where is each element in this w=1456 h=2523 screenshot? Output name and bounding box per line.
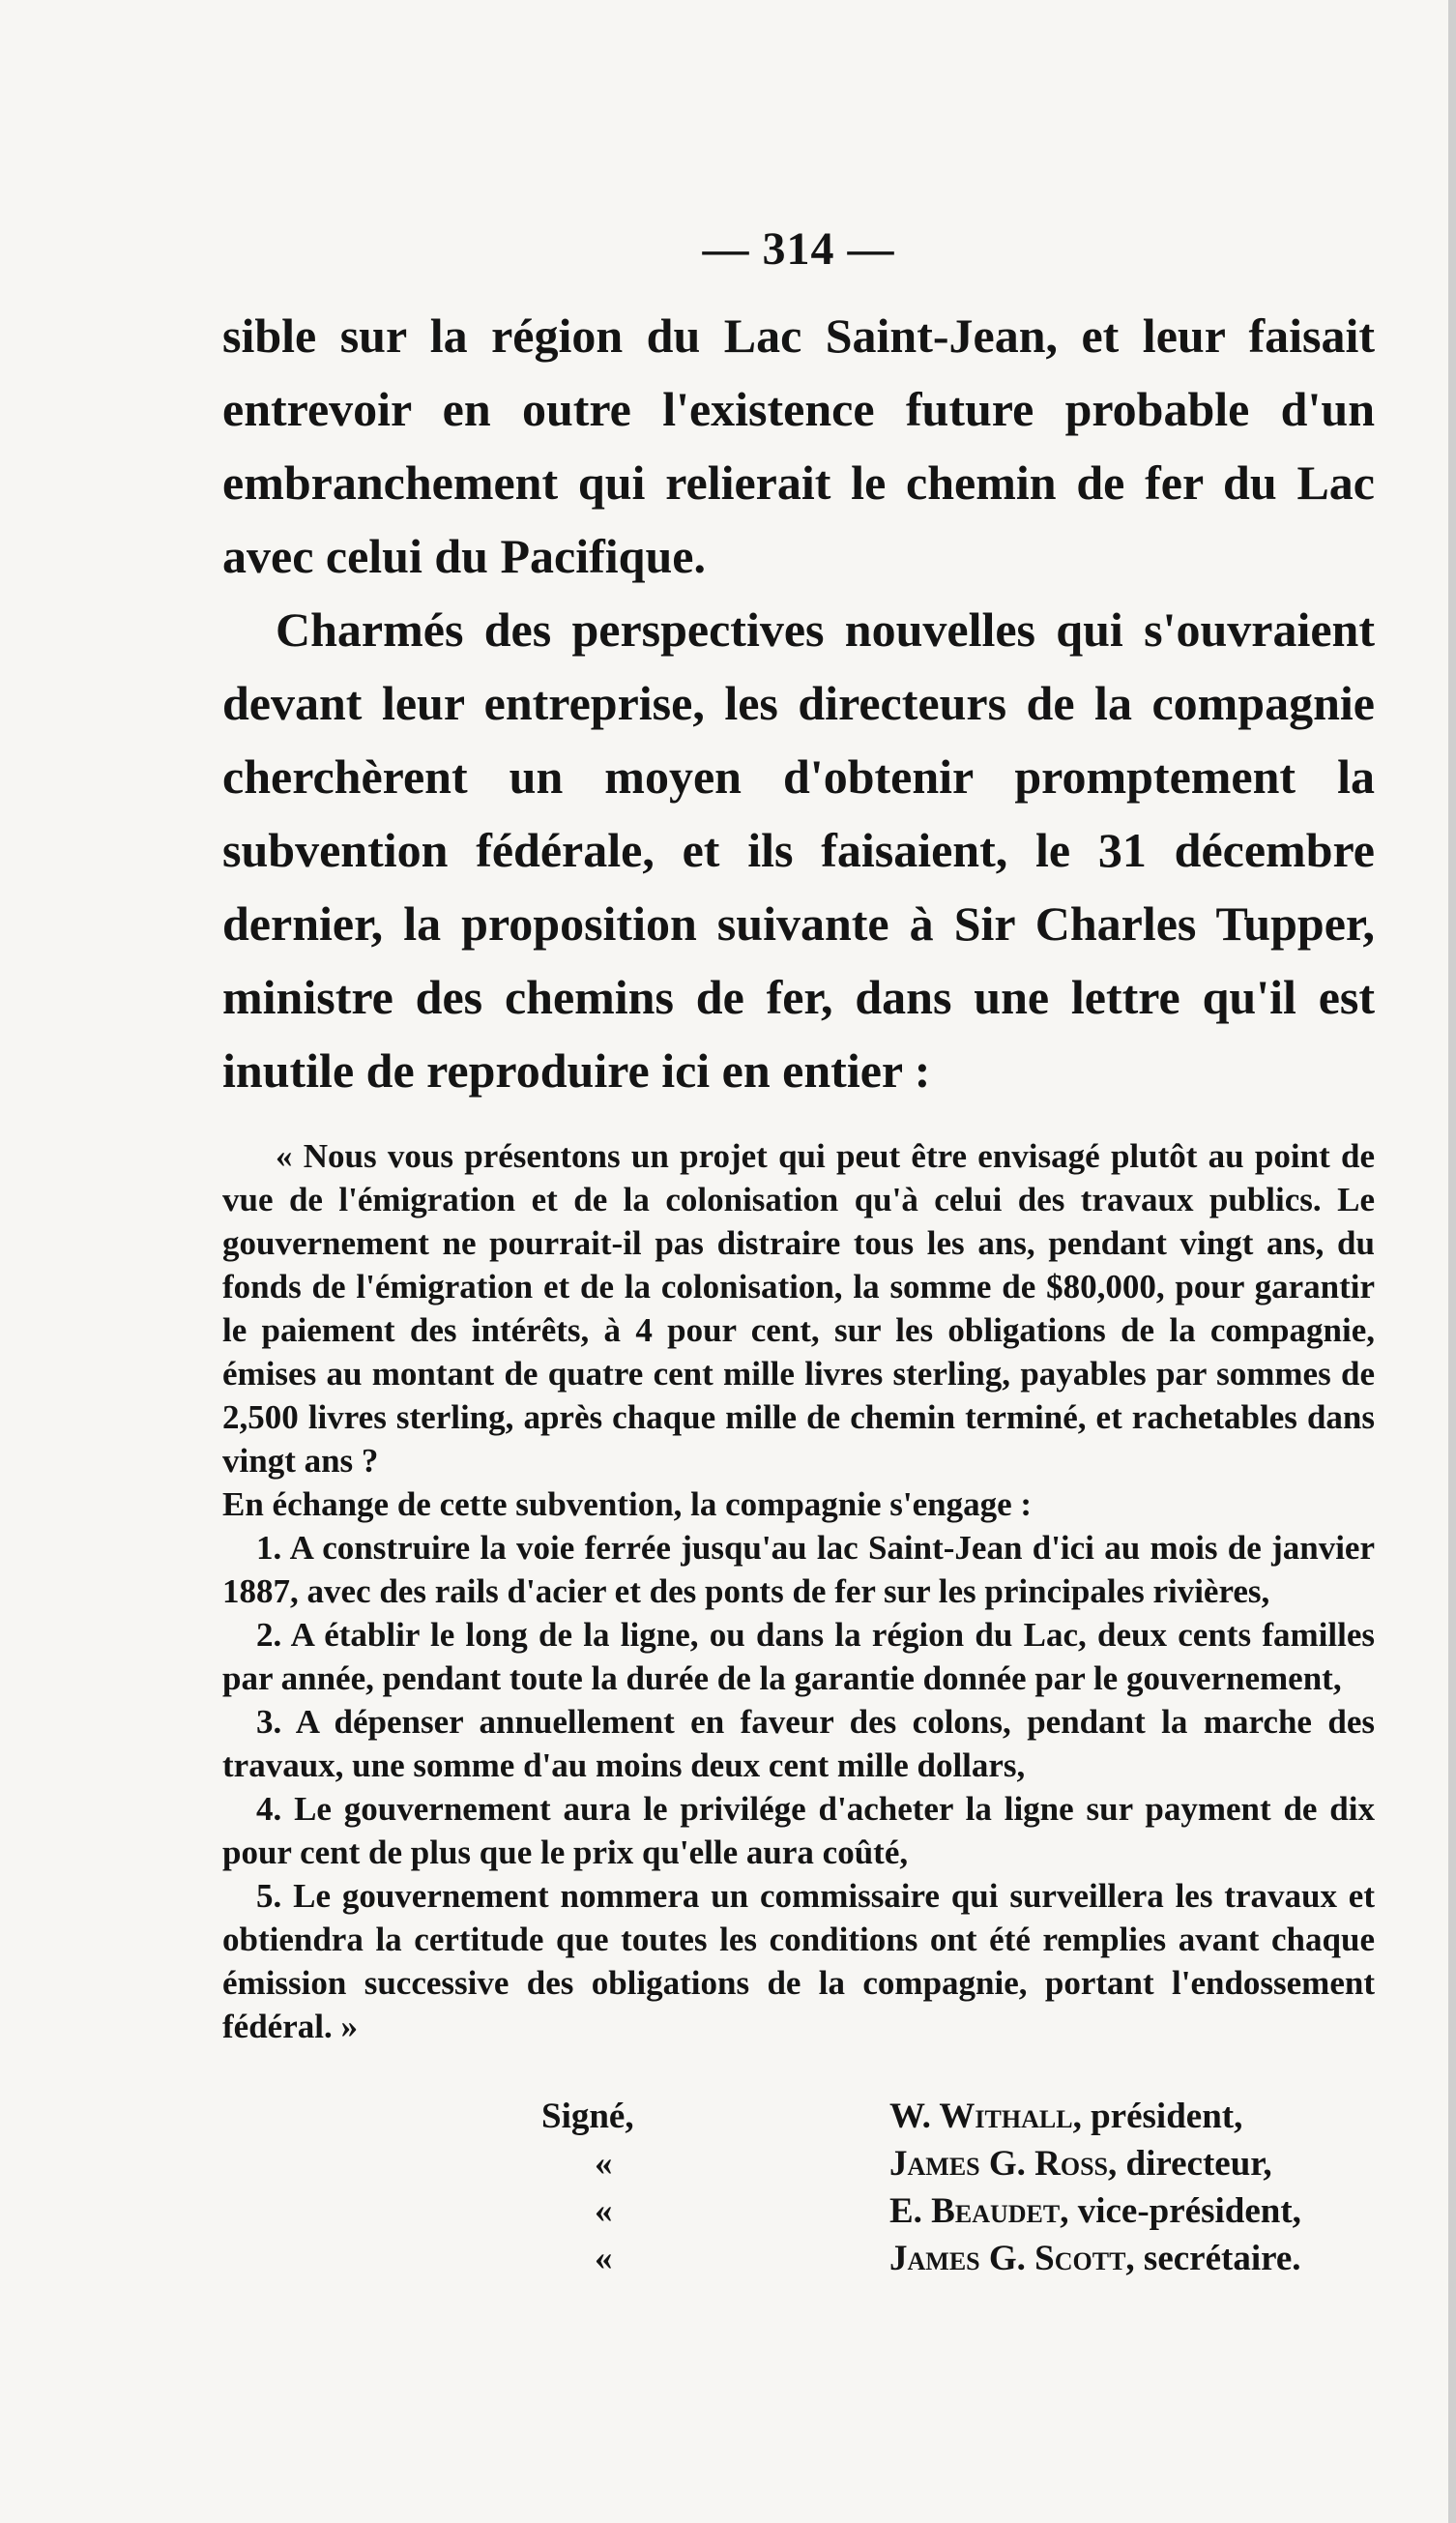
signature-block [222,2093,1375,2282]
quote-item-4: 4. Le gouvernement aura le privilége d'acheter la ligne sur payment de dix pour cent de plus que le prix qu'elle aura coûté, [222,1790,1375,1871]
signatory-name: E. Beaudet, [889,2191,1069,2231]
signatory-role: secrétaire. [1143,2239,1301,2278]
signatory-role: directeur, [1125,2144,1272,2184]
signature-entry [889,2093,1375,2140]
signature-row [222,2235,1375,2282]
body-paragraph-continued: sible sur la région du Lac Saint-Jean, et leur faisait entrevoir en outre l'existence future probable d'un embranchement qui relierait le chemin de fer du Lac avec celui du Pacifique. [222,308,1375,583]
signatory-role: président, [1091,2097,1243,2136]
signature-prefix: « [595,2239,613,2278]
page-edge-shadow [1448,0,1456,2523]
signature-prefix: « [595,2144,613,2184]
quote-intro: En échange de cette subvention, la compagnie s'engage : [222,1485,1033,1523]
quote-item-2: 2. A établir le long de la ligne, ou dans la région du Lac, deux cents familles par année, pendant toute la durée de la garantie donnée par le gouvernement, [222,1616,1375,1697]
quote-item-1: 1. A construire la voie ferrée jusqu'au lac Saint-Jean d'ici au mois de janvier 1887, avec des rails d'acier et des ponts de fer sur les principales rivières, [222,1529,1375,1610]
signatory-role: vice-président, [1077,2191,1301,2231]
quote-opening: « Nous vous présentons un projet qui peut être envisagé plutôt au point de vue de l'émigration et de la colonisation qu'à celui des travaux publics. Le gouvernement ne pourrait-il pas distraire tous les ans, pendant vingt ans, du fonds de l'émigration et de la colonisation, la somme de $80,000, pour garantir le paiement des intérêts, à 4 pour cent, sur les obligations de la compagnie, émises au montant de quatre cent mille livres sterling, payables par sommes de 2,500 livres sterling, après chaque mille de chemin terminé, et rachetables dans vingt ans ? [222,1137,1375,1480]
body-paragraph: Charmés des perspectives nouvelles qui s'ouvraient devant leur entreprise, les directeurs de la compagnie cherchèrent un moyen d'obtenir promptement la subvention fédérale, et ils faisaient, le 31 décembre dernier, la proposition suivante à Sir Charles Tupper, ministre des chemins de fer, dans une lettre qu'il est inutile de reproduire ici en entier : [222,602,1375,1098]
signature-entry [889,2235,1375,2282]
document-page [222,222,1375,2282]
quote-item-3: 3. A dépenser annuellement en faveur des colons, pendant la marche des travaux, une somme d'au moins deux cent mille dollars, [222,1703,1375,1784]
signature-row [222,2093,1375,2140]
signature-prefix: Signé, [541,2097,634,2136]
signatory-name: James G. Ross, [889,2144,1118,2184]
signature-entry [889,2140,1375,2187]
quoted-letter [222,1134,1375,2048]
signatory-name: W. Withall, [889,2097,1082,2136]
signature-prefix: « [595,2191,613,2231]
quote-item-5: 5. Le gouvernement nommera un commissaire qui surveillera les travaux et obtiendra la certitude que toutes les conditions ont été remplies avant chaque émission successive des obligations de la compagnie, portant l'endossement fédéral. » [222,1877,1375,2045]
page-number: — 314 — [702,223,895,275]
signature-row [222,2187,1375,2235]
signatory-name: James G. Scott, [889,2239,1135,2278]
signature-row [222,2140,1375,2187]
signature-entry [889,2187,1375,2235]
